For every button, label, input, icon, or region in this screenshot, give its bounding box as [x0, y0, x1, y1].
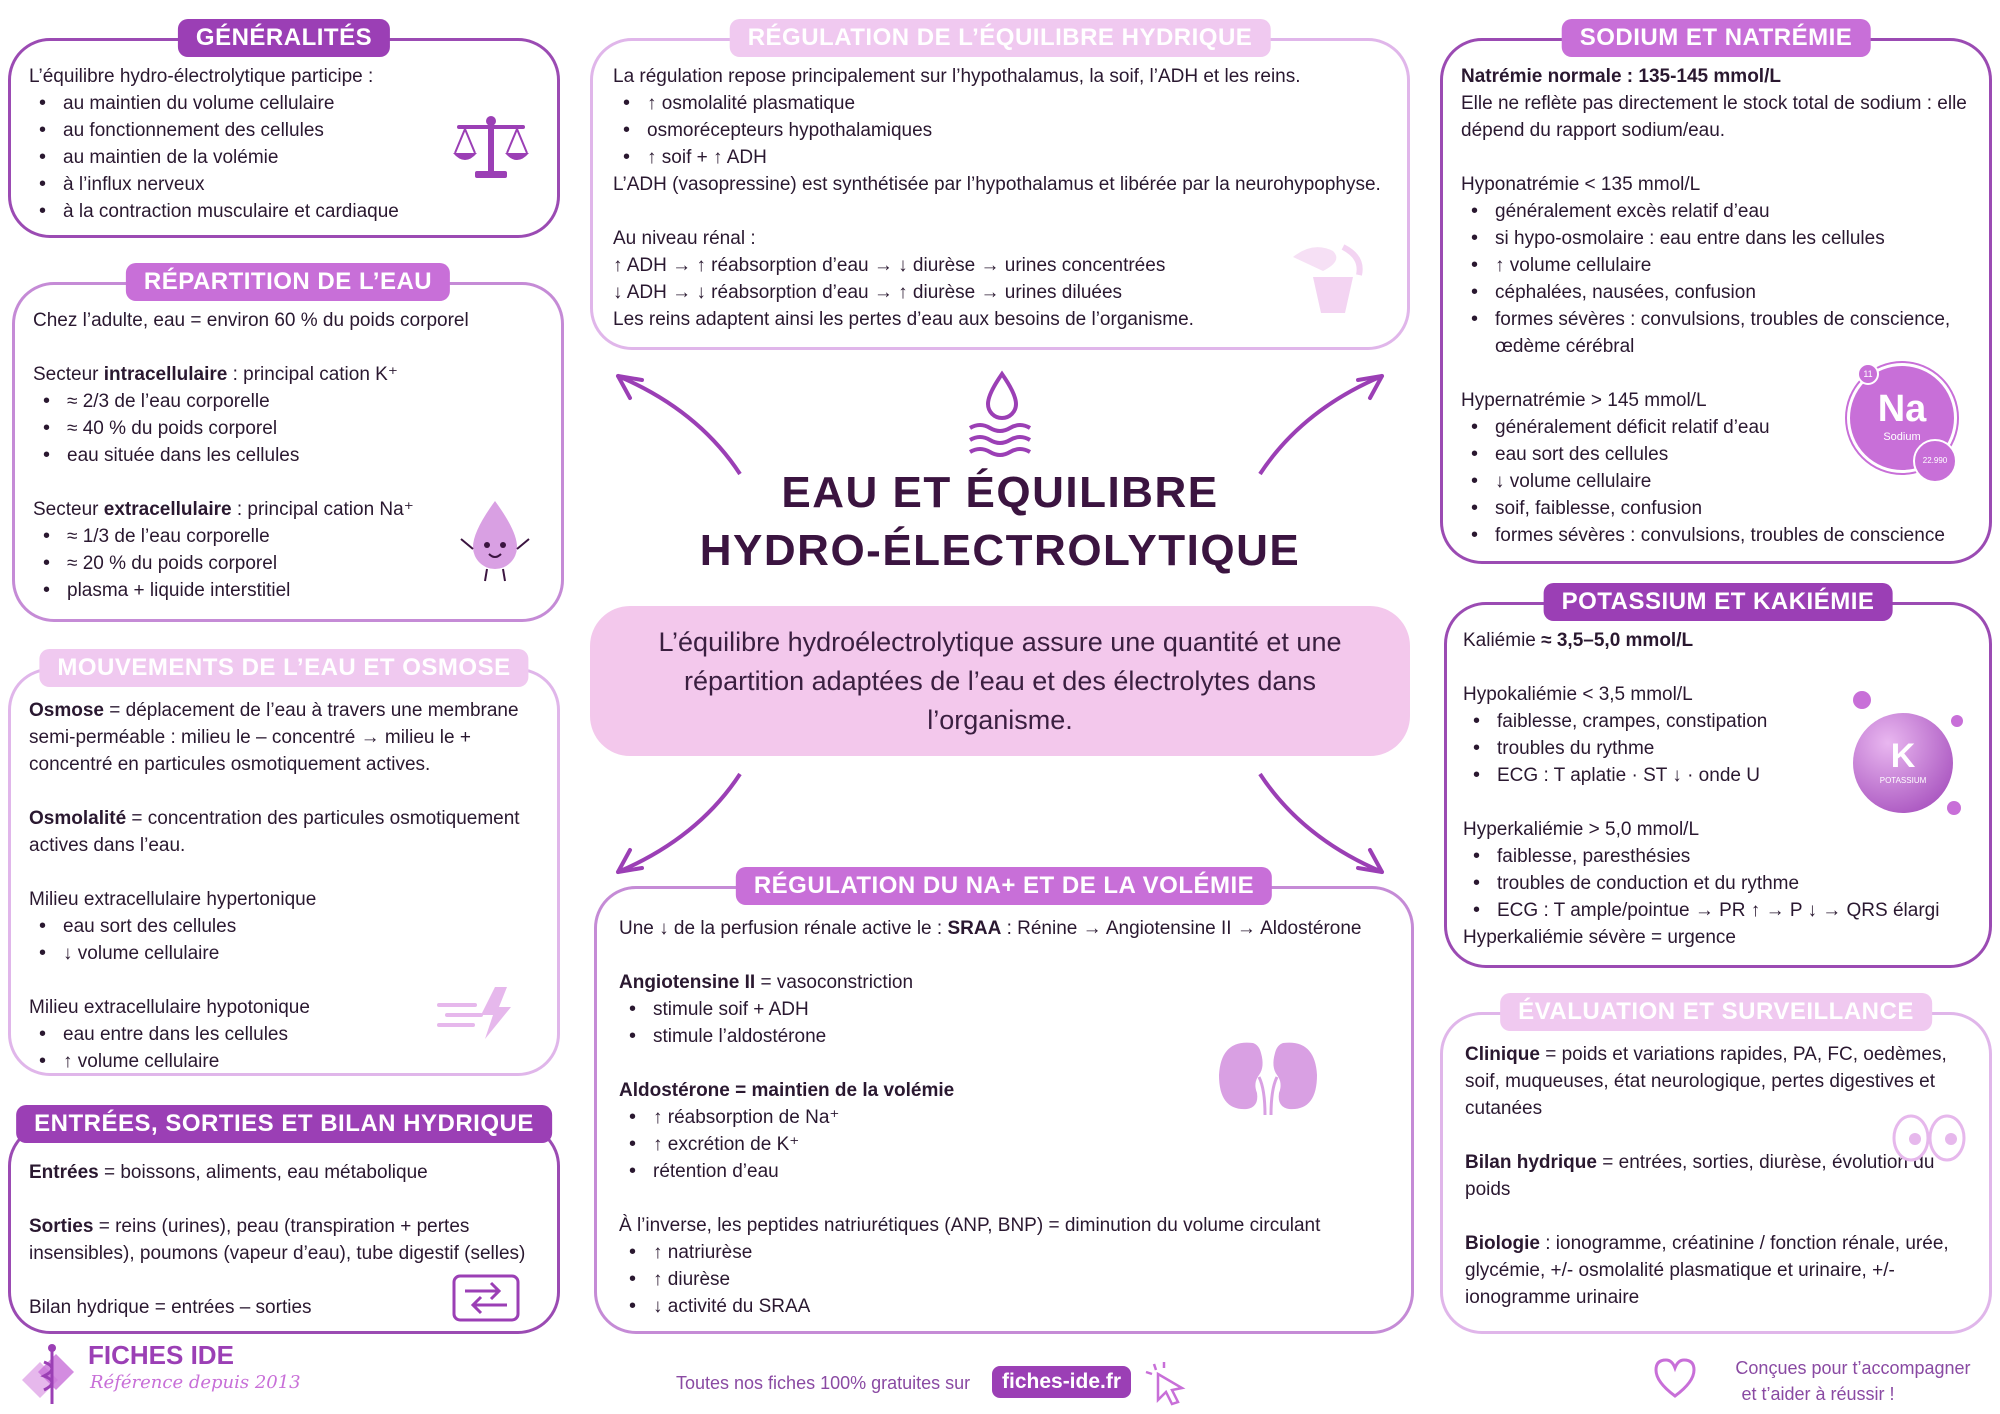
hyponatremie-heading: Hyponatrémie < 135 mmol/L [1461, 174, 1701, 195]
list-item: • ↓ volume cellulaire [29, 940, 533, 967]
renal-line-2: ↓ ADH → ↓ réabsorption d’eau → ↑ diurèse → urines diluées [613, 282, 1123, 303]
biologie-line: Biologie : ionogramme, créatinine / fonction rénale, urée, glycémie, +/- osmolalité plasmatique et urinaire, +/- ionogramme urinaire [1465, 1233, 1949, 1308]
evaluation-tag: ÉVALUATION ET SURVEILLANCE [1500, 993, 1932, 1031]
renal-line-1: ↑ ADH → ↑ réabsorption d’eau → ↓ diurèse → urines concentrées [613, 255, 1166, 276]
hyperkaliemie-list [1463, 843, 1979, 924]
hyperkaliemie-heading: Hyperkaliémie > 5,0 mmol/L [1463, 819, 1700, 840]
angiotensine-heading: Angiotensine II = vasoconstriction [619, 972, 914, 993]
footer-tagline: Référence depuis 2013 [90, 1372, 301, 1393]
potassium-tag: POTASSIUM ET KAKIÉMIE [1544, 583, 1893, 621]
bubble-icon [1951, 715, 1963, 727]
hyperkaliemie-severe: Hyperkaliémie sévère = urgence [1463, 927, 1736, 948]
list-item: • ↑ soif + ↑ ADH [613, 144, 1389, 171]
entrees-tag: ENTRÉES, SORTIES ET BILAN HYDRIQUE [16, 1105, 552, 1143]
lightning-motion-icon [435, 983, 525, 1043]
water-waves-icon [964, 370, 1040, 460]
list-item: • au maintien du volume cellulaire [29, 90, 539, 117]
list-item: • ↑ natriurèse [619, 1239, 1393, 1266]
arrow-up-right-icon [1252, 370, 1392, 480]
hypertonic-list [29, 913, 533, 967]
list-item: • osmorécepteurs hypothalamiques [613, 117, 1389, 144]
list-item: • à la contraction musculaire et cardiaque [29, 198, 539, 225]
hypotonic-heading: Milieu extracellulaire hypotonique [29, 997, 310, 1018]
kaliemie-normale: Kaliémie ≈ 3,5–5,0 mmol/L [1463, 630, 1694, 651]
sodium-name: Sodium [1883, 431, 1921, 443]
list-item: • ↓ activité du SRAA [619, 1293, 1393, 1320]
list-item: • au maintien de la volémie [29, 144, 539, 171]
list-item: • ↑ volume cellulaire [29, 1048, 533, 1075]
footer-site-link[interactable]: fiches-ide.fr [992, 1366, 1131, 1398]
sodium-number-badge: 11 [1857, 363, 1879, 385]
footer-brand: FICHES IDE [88, 1340, 234, 1370]
sodium-symbol: Na [1877, 388, 1927, 430]
kidneys-icon [1213, 1037, 1323, 1117]
osmose-definition: Osmose = déplacement de l’eau à travers une membrane semi-perméable : milieu le – concentré → milieu le + concentré en particules osmotiquement actives. [29, 700, 519, 775]
list-item: • stimule soif + ADH [619, 996, 1393, 1023]
list-item: • ≈ 2/3 de l’eau corporelle [33, 388, 543, 415]
list-item: • ↑ réabsorption de Na⁺ [619, 1104, 1393, 1131]
section-regulation-na [594, 872, 1414, 1334]
arrow-up-left-icon [608, 370, 748, 480]
list-item: • formes sévères : convulsions, troubles de conscience [1461, 522, 1971, 549]
section-sodium [1440, 24, 1992, 564]
section-entrees-sorties [8, 1110, 560, 1334]
hypokaliemie-heading: Hypokaliémie < 3,5 mmol/L [1463, 684, 1693, 705]
page-title-line-1: EAU ET ÉQUILIBRE [781, 468, 1219, 517]
list-item: • ECG : T ample/pointue → PR ↑ → P ↓ → QRS élargi [1463, 897, 1979, 924]
page-title-line-2: HYDRO-ÉLECTROLYTIQUE [699, 526, 1301, 575]
list-item: • stimule l’aldostérone [619, 1023, 1393, 1050]
list-item: • rétention d’eau [619, 1158, 1393, 1185]
regulation-list [613, 90, 1389, 171]
sodium-mass-badge: 22.990 [1913, 439, 1957, 483]
aldosterone-heading: Aldostérone = maintien de la volémie [619, 1080, 955, 1101]
footer-right-line-1: Conçues pour t’accompagner [1735, 1358, 1971, 1378]
bubble-icon [1853, 691, 1871, 709]
potassium-element-icon [1853, 713, 1953, 813]
summary-banner: L’équilibre hydroélectrolytique assure une quantité et une répartition adaptées de l’eau et des électrolytes dans l’organisme. [590, 606, 1410, 756]
list-item: • ↑ volume cellulaire [1461, 252, 1971, 279]
section-generalites [8, 24, 560, 238]
list-item: • eau sort des cellules [1461, 441, 1971, 468]
hyponatremie-list [1461, 198, 1971, 360]
footer-free-text: Toutes nos fiches 100% gratuites sur [676, 1373, 971, 1393]
arrow-down-left-icon [608, 768, 748, 878]
natremie-note: Elle ne reflète pas directement le stock total de sodium : elle dépend du rapport sodium/eau. [1461, 93, 1967, 141]
entrees-line: Entrées = boissons, aliments, eau métabolique [29, 1162, 428, 1183]
list-item: • ≈ 20 % du poids corporel [33, 550, 543, 577]
list-item: • généralement déficit relatif d’eau [1461, 414, 1971, 441]
list-item: • ECG : T aplatie · ST ↓ · onde U [1463, 762, 1979, 789]
list-item: • eau située dans les cellules [33, 442, 543, 469]
osmolalite-definition: Osmolalité = concentration des particules osmotiquement actives dans l’eau. [29, 808, 520, 856]
list-item: • ≈ 1/3 de l’eau corporelle [33, 523, 543, 550]
generalites-intro: L’équilibre hydro-électrolytique participe : [29, 66, 374, 87]
regulation-intro: La régulation repose principalement sur l’hypothalamus, la soif, l’ADH et les reins. [613, 66, 1301, 87]
adh-note: L’ADH (vasopressine) est synthétisée par l’hypothalamus et libérée par la neurohypophyse. [613, 174, 1381, 195]
section-repartition [12, 268, 564, 622]
repartition-intro: Chez l’adulte, eau = environ 60 % du poids corporel [33, 310, 469, 331]
list-item: • eau sort des cellules [29, 913, 533, 940]
section-potassium [1444, 588, 1992, 968]
water-drop-mascot-icon [455, 497, 535, 587]
regulation-na-tag: RÉGULATION DU NA+ ET DE LA VOLÉMIE [736, 867, 1272, 905]
list-item: • troubles du rythme [1463, 735, 1979, 762]
extracellular-heading: Secteur extracellulaire : principal cation Na⁺ [33, 499, 414, 520]
list-item: • généralement excès relatif d’eau [1461, 198, 1971, 225]
list-item: • eau entre dans les cellules [29, 1021, 533, 1048]
fiches-ide-logo-icon [18, 1342, 78, 1408]
list-item: • soif, faiblesse, confusion [1461, 495, 1971, 522]
water-glass-icon [1283, 237, 1373, 317]
intracellular-list [33, 388, 543, 469]
section-regulation-hydrique [590, 24, 1410, 350]
footer-right-line-2: et t’aider à réussir ! [1741, 1384, 1895, 1404]
list-item: • ↓ volume cellulaire [1461, 468, 1971, 495]
list-item: • si hypo-osmolaire : eau entre dans les cellules [1461, 225, 1971, 252]
list-item: • céphalées, nausées, confusion [1461, 279, 1971, 306]
intracellular-heading: Secteur intracellulaire : principal cation K⁺ [33, 364, 398, 385]
list-item: • ↑ diurèse [619, 1266, 1393, 1293]
list-item: • au fonctionnement des cellules [29, 117, 539, 144]
balance-scale-icon [451, 113, 531, 183]
hypernatremie-heading: Hypernatrémie > 145 mmol/L [1461, 390, 1707, 411]
arrow-down-right-icon [1252, 768, 1392, 878]
anp-list [619, 1239, 1393, 1320]
generalites-tag: GÉNÉRALITÉS [178, 19, 390, 57]
mouvements-tag: MOUVEMENTS DE L’EAU ET OSMOSE [39, 649, 528, 687]
list-item: • faiblesse, crampes, constipation [1463, 708, 1979, 735]
section-mouvements [8, 654, 560, 1076]
bubble-icon [1947, 801, 1961, 815]
sorties-line: Sorties = reins (urines), peau (transpiration + pertes insensibles), poumons (vapeur d’eau), tube digestif (selles) [29, 1216, 526, 1264]
list-item: • à l’influx nerveux [29, 171, 539, 198]
hypertonic-heading: Milieu extracellulaire hypertonique [29, 889, 317, 910]
heart-icon [1652, 1356, 1698, 1400]
list-item: • formes sévères : convulsions, troubles de conscience, œdème cérébral [1461, 306, 1971, 360]
natremie-normale: Natrémie normale : 135-145 mmol/L [1461, 66, 1781, 87]
list-item: • ↑ excrétion de K⁺ [619, 1131, 1393, 1158]
potassium-name: POTASSIUM [1879, 776, 1927, 785]
bilan-hydrique-line: Bilan hydrique = entrées, sorties, diurèse, évolution du poids [1465, 1152, 1935, 1200]
anp-heading: À l’inverse, les peptides natriurétiques (ANP, BNP) = diminution du volume circulant [619, 1215, 1321, 1236]
section-evaluation [1440, 998, 1992, 1334]
bilan-line: Bilan hydrique = entrées – sorties [29, 1297, 312, 1318]
sodium-tag: SODIUM ET NATRÉMIE [1562, 19, 1871, 57]
renal-heading: Au niveau rénal : [613, 228, 756, 249]
list-item: • ≈ 40 % du poids corporel [33, 415, 543, 442]
list-item: • faiblesse, paresthésies [1463, 843, 1979, 870]
potassium-symbol: K [1890, 737, 1916, 775]
clinique-line: Clinique = poids et variations rapides, PA, FC, oedèmes, soif, muqueuses, état neurologique, pertes digestives et cutanées [1465, 1044, 1947, 1119]
list-item: • plasma + liquide interstitiel [33, 577, 543, 604]
list-item: • ↑ osmolalité plasmatique [613, 90, 1389, 117]
repartition-tag: RÉPARTITION DE L’EAU [126, 263, 450, 301]
cursor-click-icon [1144, 1360, 1190, 1408]
eyes-icon [1889, 1113, 1969, 1163]
regulation-hydrique-tag: RÉGULATION DE L’ÉQUILIBRE HYDRIQUE [730, 19, 1271, 57]
list-item: • troubles de conduction et du rythme [1463, 870, 1979, 897]
sraa-intro: Une ↓ de la perfusion rénale active le : SRAA : Rénine → Angiotensine II → Aldostérone [619, 918, 1362, 939]
exchange-arrows-icon [451, 1273, 521, 1323]
renal-conclusion: Les reins adaptent ainsi les pertes d’eau aux besoins de l’organisme. [613, 309, 1194, 330]
